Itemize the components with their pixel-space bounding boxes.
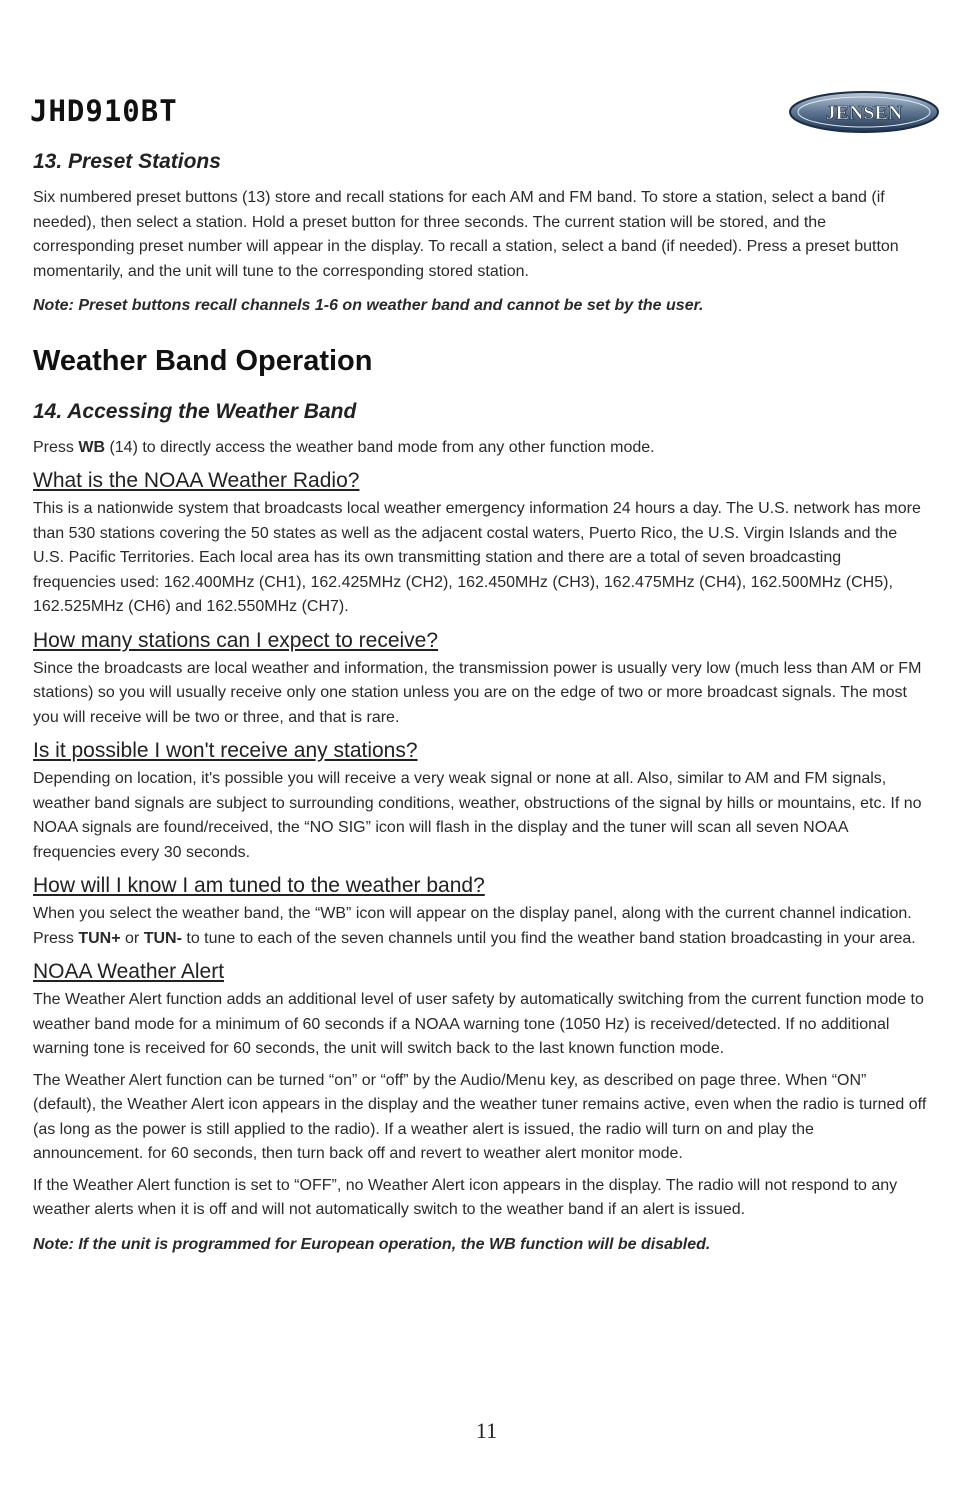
noaa-radio-body: This is a nationwide system that broadcasts local weather emergency information 24 hours a day. The U.S. network has more than 530 stations covering the 50 states as well as the adjacent costal waters, Puerto Rico, the U.S. Virgin Islands and the U.S. Pacific Territories. Each local area has its own transmitting station and there are a total of seven broadcasting frequencies used: 162.400MHz (CH1), 162.425MHz (CH2), 162.450MHz (CH3), 162.475MHz (CH4), 162.500MHz (CH5), 162.525MHz (CH6) and 162.550MHz (CH7).	[33, 500, 921, 615]
question-tuned-weather-band: How will I know I am tuned to the weather band?	[33, 874, 485, 897]
section-title-accessing-weather-band: 14. Accessing the Weather Band	[33, 399, 357, 423]
accessing-weather-band-body	[33, 436, 928, 461]
question-noaa-radio: What is the NOAA Weather Radio?	[33, 469, 360, 492]
wb-key-label: WB	[78, 438, 105, 456]
weather-alert-body-2: The Weather Alert function can be turned “on” or “off” by the Audio/Menu key, as described on page three. When “ON” (default), the Weather Alert icon appears in the display and the weather tuner remains active, even when the radio is turned off (as long as the power is still applied to the radio). If a weather alert is issued, the radio will turn on and play the announcement. for 60 seconds, then turn back off and revert to weather alert monitor mode.	[33, 1071, 927, 1162]
no-stations-body: Depending on location, it's possible you will receive a very weak signal or none at all. Also, similar to AM and FM signals, weather band signals are subject to surrounding conditions, weather, obstructions of the signal by hills or mountains, etc. If no NOAA signals are found/received, the “NO SIG” icon will flash in the display and the tuner will scan all seven NOAA frequencies every 30 seconds.	[33, 770, 922, 861]
page-header	[30, 90, 940, 140]
jensen-logo	[788, 90, 940, 134]
body-text: to tune to each of the seven channels until you find the weather band station broadcasting in your area.	[181, 929, 916, 947]
how-many-stations-body: Since the broadcasts are local weather and information, the transmission power is usually very low (much less than AM or FM stations) so you will usually receive only one station unless you are on the edge of two or more broadcast signals. The most you will receive will be two or three, and that is rare.	[33, 659, 922, 726]
page-content	[33, 150, 928, 1264]
body-text: or	[120, 929, 144, 947]
tun-minus-label: TUN-	[143, 929, 182, 947]
tuned-weather-band-body	[33, 902, 928, 951]
preset-stations-body: Six numbered preset buttons (13) store and recall stations for each AM and FM band. To store a station, select a band (if needed), then select a station. Hold a preset button for three seconds. The current station will be stored, and the corresponding preset number will appear in the display. To recall a station, select a band (if needed). Press a preset button momentarily, and the unit will tune to the corresponding stored station.	[33, 189, 899, 280]
preset-stations-note: Note: Preset buttons recall channels 1-6 on weather band and cannot be set by the user.	[33, 297, 704, 314]
body-text: (14) to directly access the weather band mode from any other function mode.	[105, 438, 655, 456]
section-title-preset-stations: 13. Preset Stations	[33, 150, 221, 173]
section-title-weather-alert: NOAA Weather Alert	[33, 960, 225, 983]
page-number: 11	[475, 1418, 498, 1443]
weather-alert-body-1: The Weather Alert function adds an additional level of user safety by automatically switching from the current function mode to weather band mode for a minimum of 60 seconds if a NOAA warning tone (1050 Hz) is received/detected. If no additional warning tone is received for 60 seconds, the unit will switch back to the last known function mode.	[33, 991, 924, 1057]
main-heading: Weather Band Operation	[33, 344, 373, 377]
tun-plus-label: TUN+	[78, 929, 121, 947]
weather-alert-body-3: If the Weather Alert function is set to “OFF”, no Weather Alert icon appears in the display. The radio will not respond to any weather alerts when it is off and will not automatically switch to the weather band if an alert is issued.	[33, 1176, 898, 1218]
body-text: When you select the weather band, the “WB” icon will appear on the display panel, along with the current channel indication. Press	[33, 905, 912, 947]
question-how-many-stations: How many stations can I expect to receive?	[33, 628, 439, 652]
body-text: Press	[33, 438, 79, 456]
question-no-stations: Is it possible I won't receive any stations?	[33, 739, 418, 762]
weather-alert-note: Note: If the unit is programmed for European operation, the WB function will be disabled.	[33, 1235, 711, 1253]
model-number: JHD910BT	[30, 94, 178, 128]
svg-text:JENSEN: JENSEN	[825, 102, 903, 124]
